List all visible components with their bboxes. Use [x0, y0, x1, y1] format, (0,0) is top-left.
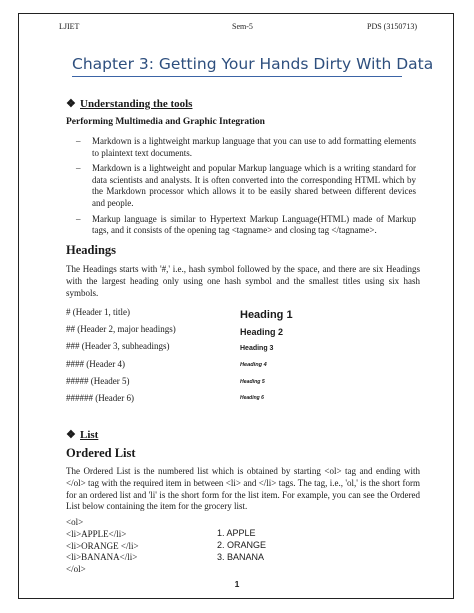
bullet-text: Markdown is a lightweight markup language that you can use to add formatting elements to plaintext text documents. — [92, 136, 416, 158]
list-item — [76, 163, 416, 209]
list-item — [76, 136, 416, 159]
subheading: Performing Multimedia and Graphic Integration — [66, 117, 265, 127]
heading-preview-2: Heading 2 — [240, 327, 284, 337]
chapter-title: Chapter 3: Getting Your Hands Dirty With Data — [72, 55, 402, 77]
code-line: <ol> — [66, 517, 84, 527]
heading-preview-5: Heading 5 — [240, 379, 265, 385]
heading-preview-3: Heading 3 — [240, 345, 274, 352]
ordered-list-title: Ordered List — [66, 446, 136, 460]
diamond-star-bullet-icon: ❖ — [66, 98, 76, 110]
section-title: List — [80, 429, 99, 441]
bullet-text: Markup language is similar to Hypertext Markup Language(HTML) made of Markup tags, and it consists of the opening tag <tagname> and closing tag </tagname>. — [92, 213, 416, 236]
list-item: ### (Header 3, subheadings) — [66, 341, 170, 352]
list-item — [76, 214, 416, 237]
list-item: ###### (Header 6) — [66, 392, 134, 403]
header-right: PDS (3150713) — [367, 22, 418, 31]
headings-title: Headings — [66, 243, 117, 257]
section-heading-tools — [66, 97, 192, 110]
list-item: 1. APPLE — [217, 528, 256, 538]
heading-preview-4: Heading 4 — [240, 362, 267, 368]
bullet-list — [76, 136, 416, 241]
list-item: ##### (Header 5) — [66, 375, 130, 386]
list-item: ## (Header 2, major headings) — [66, 324, 176, 335]
list-item: #### (Header 4) — [66, 358, 125, 369]
section-title: Understanding the tools — [80, 98, 193, 110]
diamond-star-bullet-icon: ❖ — [66, 429, 76, 441]
header-left: LJIET — [59, 22, 80, 31]
code-line: <li>BANANA</li> — [66, 552, 138, 563]
heading-preview — [240, 309, 293, 401]
dash-bullet-icon: – — [76, 213, 81, 224]
ordered-list-preview — [217, 528, 266, 564]
section-heading-list — [66, 428, 98, 441]
code-line: <li>ORANGE </li> — [66, 540, 139, 551]
dash-bullet-icon: – — [76, 163, 81, 174]
heading-syntax-list — [66, 307, 176, 410]
heading-preview-6: Heading 6 — [240, 395, 264, 401]
list-item: 2. ORANGE — [217, 540, 267, 550]
list-item: # (Header 1, title) — [66, 307, 130, 317]
code-line: </ol> — [66, 564, 86, 575]
ordered-list-paragraph: The Ordered List is the numbered list which is obtained by starting <ol> tag and ending with </ol> tag with the required item in between <li> and </li> tags. The tag, i.e., 'ol,' is the short form for an ordered list and 'li' is the short form for the list item. For example, you can see the Ordered List below containing the item for the grocery list. — [66, 466, 420, 512]
page-number: 1 — [234, 579, 240, 589]
list-item: 3. BANANA — [217, 552, 265, 562]
dash-bullet-icon: – — [76, 136, 81, 146]
headings-paragraph: The Headings starts with '#,' i.e., hash symbol followed by the space, and there are six Headings with the largest heading only using one hash symbol and the smallest titles using six hash symbols. — [66, 264, 420, 298]
code-line: <li>APPLE</li> — [66, 528, 127, 539]
code-list — [66, 517, 139, 576]
bullet-text: Markdown is a lightweight and popular Markup language which is a writing standard for data scientists and analysts. It is often converted into the corresponding HTML which by the Markdown processor which allows it to be easily shared between different devices and people. — [92, 163, 416, 208]
heading-preview-1: Heading 1 — [240, 309, 293, 321]
header-center: Sem-5 — [232, 22, 253, 31]
